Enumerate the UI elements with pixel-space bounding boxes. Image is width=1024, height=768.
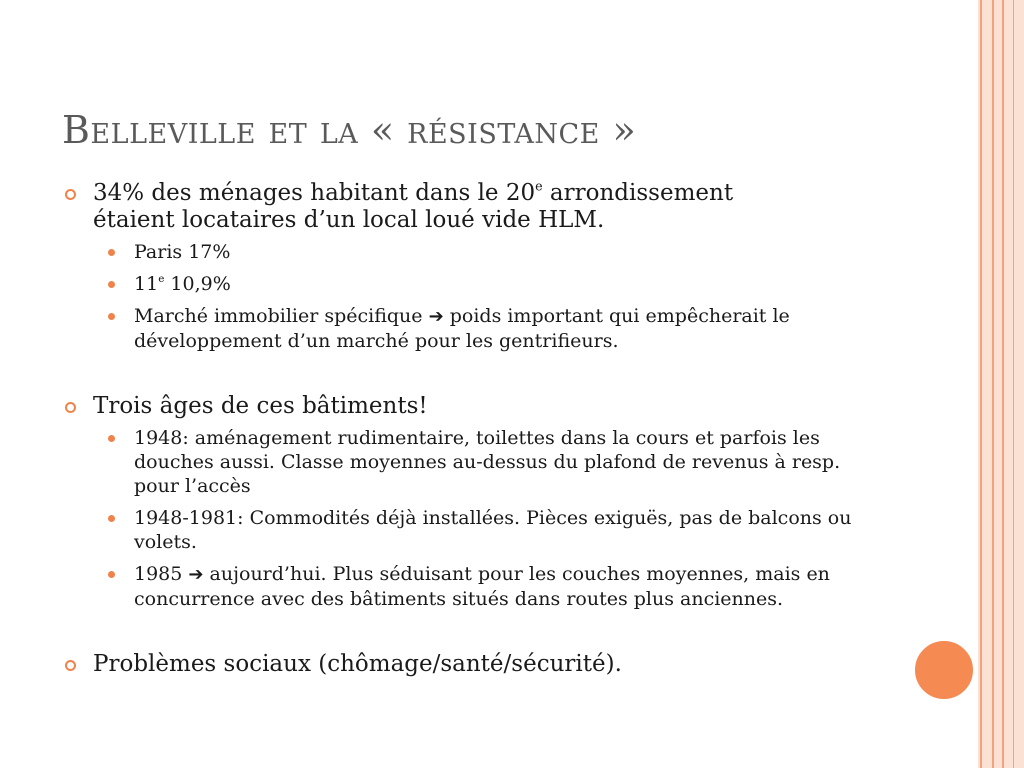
slide-body xyxy=(62,180,882,678)
filled-circle-bullet-icon xyxy=(108,571,115,578)
slide-title: Belleville et la « résistance » xyxy=(62,108,637,152)
right-arrow-icon: ➔ xyxy=(428,306,444,327)
bullet-level1: 34% des ménages habitant dans le 20e arrondissement étaient locataires d’un local loué vide HLM. xyxy=(62,180,882,234)
filled-circle-bullet-icon xyxy=(108,515,115,522)
filled-circle-bullet-icon xyxy=(108,313,115,320)
right-arrow-icon: ➔ xyxy=(188,564,204,585)
decorative-stripes xyxy=(978,0,1024,768)
hollow-circle-bullet-icon xyxy=(65,660,76,671)
filled-circle-bullet-icon xyxy=(108,281,115,288)
bullet-level2: 1985 ➔ aujourd’hui. Plus séduisant pour les couches moyennes, mais en concurrence avec des bâtiments situés dans routes plus anciennes. xyxy=(62,562,882,611)
decorative-circle xyxy=(913,639,975,701)
hollow-circle-bullet-icon xyxy=(65,189,76,200)
bullet-level2: Marché immobilier spécifique ➔ poids important qui empêcherait le développement d’un marché pour les gentrifieurs. xyxy=(62,304,882,353)
bullet-level2: 11e 10,9% xyxy=(62,272,882,296)
bullet-level2: Paris 17% xyxy=(62,240,882,264)
filled-circle-bullet-icon xyxy=(108,249,115,256)
bullet-level1: Problèmes sociaux (chômage/santé/sécurité). xyxy=(62,651,882,678)
hollow-circle-bullet-icon xyxy=(65,402,76,413)
bullet-level1: Trois âges de ces bâtiments! xyxy=(62,393,882,420)
bullet-level2: 1948: aménagement rudimentaire, toilettes dans la cours et parfois les douches aussi. Classe moyennes au-dessus du plafond de revenus à resp. pour l’accès xyxy=(62,426,882,498)
filled-circle-bullet-icon xyxy=(108,435,115,442)
bullet-level2: 1948-1981: Commodités déjà installées. Pièces exiguës, pas de balcons ou volets. xyxy=(62,506,882,554)
